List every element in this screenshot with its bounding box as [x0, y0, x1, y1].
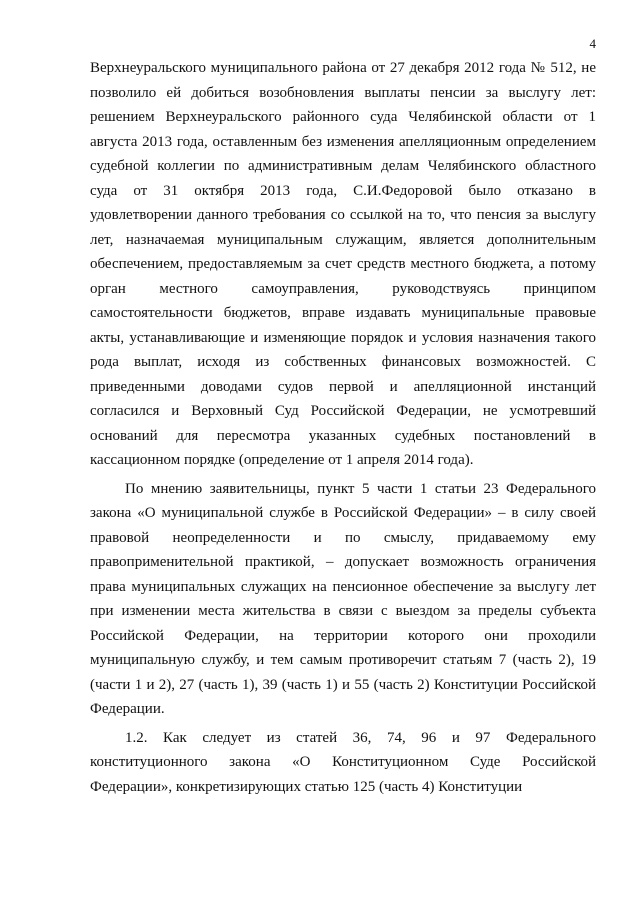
text-line: Федерации», конкретизирующих статью 125 (часть 4) Конституции: [90, 778, 523, 795]
text-line: самостоятельности бюджетов, вправе издавать муниципальные правовые: [90, 305, 596, 321]
paragraph-2: [90, 477, 596, 722]
text-line: согласился и Верховный Суд Российской Федерации, не усмотревший: [90, 403, 596, 419]
text-line: акты, устанавливающие и изменяющие порядок и условия назначения такого: [90, 329, 596, 346]
text-line: судебной коллегии по административным делам Челябинского областного: [90, 158, 596, 174]
paragraph-1: [90, 56, 596, 473]
text-line: обеспечением, предоставляемым за счет средств местного бюджета, а потому: [90, 256, 596, 272]
text-line: конституционного закона «О Конституционном Суде Российской: [90, 754, 596, 770]
text-line: решением Верхнеуральского районного суда Челябинской области от 1: [90, 109, 596, 125]
text-line: правоприменительной практикой, – допускает возможность ограничения: [90, 554, 596, 570]
page-number: 4: [589, 36, 596, 51]
text-line: рода выплат, исходя из собственных финансовых возможностей. С: [90, 354, 596, 370]
text-line: права муниципальных служащих на пенсионное обеспечение за выслугу лет: [90, 578, 596, 595]
text-line: лет, назначаемая муниципальным служащим, является дополнительным: [90, 231, 596, 248]
text-line: (части 1 и 2), 27 (часть 1), 39 (часть 1) и 55 (часть 2) Конституции Российской: [90, 676, 596, 693]
text-line: при изменении места жительства в связи с выездом за пределы субъекта: [90, 603, 596, 619]
document-body: [90, 56, 596, 799]
text-line: По мнению заявительницы, пункт 5 части 1 статьи 23 Федерального: [125, 480, 596, 497]
text-line: августа 2013 года, оставленным без изменения апелляционным определением: [90, 133, 596, 150]
text-line: оснований для пересмотра указанных судебных постановлений в: [90, 427, 596, 444]
text-line: муниципальную службу, и тем самым противоречит статьям 7 (часть 2), 19: [90, 652, 596, 668]
text-line: орган местного самоуправления, руководствуясь принципом: [90, 280, 596, 297]
text-line: кассационном порядке (определение от 1 апреля 2014 года).: [90, 452, 474, 468]
text-line: правовой неопределенности и по смыслу, придаваемому ему: [90, 529, 596, 546]
text-line: закона «О муниципальной службе в Российской Федерации» – в силу своей: [90, 505, 596, 521]
text-line: Федерации.: [90, 701, 165, 717]
text-line: 1.2. Как следует из статей 36, 74, 96 и 97 Федерального: [125, 729, 596, 746]
text-line: суда от 31 октября 2013 года, С.И.Федоровой было отказано в: [90, 182, 596, 199]
text-line: удовлетворении данного требования со ссылкой на то, что пенсия за выслугу: [90, 207, 596, 223]
text-line: Российской Федерации, на территории которого они проходили: [90, 627, 596, 644]
text-line: позволило ей добиться возобновления выплаты пенсии за выслугу лет:: [90, 84, 596, 101]
paragraph-3: [90, 726, 596, 800]
text-line: приведенными доводами судов первой и апелляционной инстанций: [90, 378, 596, 395]
text-line: Верхнеуральского муниципального района от 27 декабря 2012 года № 512, не: [90, 60, 596, 76]
